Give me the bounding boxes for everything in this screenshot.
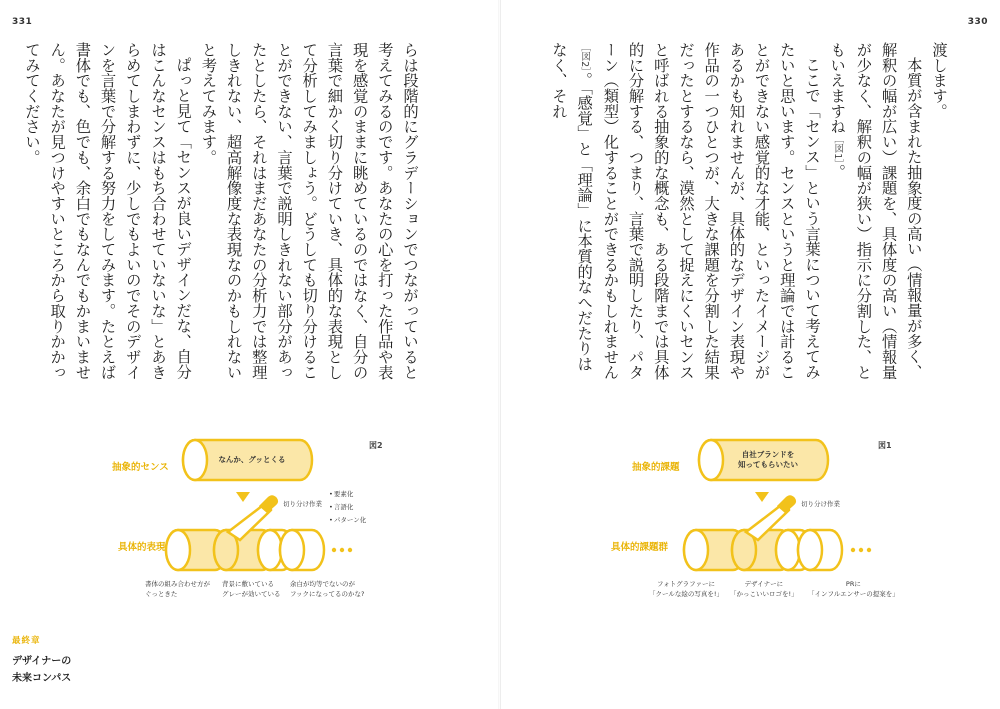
more-dot [332,548,336,552]
caption [808,579,899,599]
top-cylinder-text: なんか、グッとくる [218,455,286,464]
caption [730,579,798,599]
caption-line: グレーが効いている [222,590,281,598]
caption-line: デザイナーに [744,580,784,588]
chapter-marker [12,634,71,687]
more-dot [867,548,871,552]
caption-line: 「インフルエンサーの提案を」 [808,590,899,598]
caption [649,579,723,599]
caption-line: PRに [845,580,861,588]
bottom-category-label: 具体的表現 [118,542,166,553]
top-cylinder-text [723,450,813,470]
bullet-item: • パターン化 [329,514,366,527]
caption-line: 余白が均等でないのが [290,580,355,588]
figure-label: 図1 [878,441,892,450]
chapter-label: 最終章 [12,636,41,646]
cylinder-line: 自社ブランドを [741,450,795,459]
caption [290,579,365,599]
caption-line: 「クールな絵の写真を!」 [649,590,723,598]
text-run: 本質が含まれた抽象度の高い（情報量が多く、解釈の幅が広い）課題を、具体度の高い（情報量が少なく、解釈の幅が狭い）指示に分割した、ともいえますね [828,42,923,380]
figure-1-diagram [501,0,1000,709]
caption [222,579,281,599]
paragraph: ぱっと見て「センスが良いデザインだな、自分はこんなセンスはもち合わせていないな」とあきらめてしまわずに、少しでもよいのでそのデザインを言葉で分解する努力をしてみます。たとえば書体でも、色でも、余白でもなんでもかまいません。あなたが見つけやすいところから取りかかってみてください。 [22,42,193,380]
text-run: ここで「センス」という言葉について考えてみたいと思います。センスというと理論では計ることができない感覚的な才能、といったイメージがあるかも知れませんが、具体的なデザイン表現や作品の一つひとつが、大きな課題を分割した結果だったとするなら、漠然として捉えにくいセンスと呼ばれる抽象的な概念も、ある段階までは具体的に分解する、つまり、言葉で説明したり、パターン（類型）化することができるかもしれません [601,42,821,380]
caption-line: 書体の組み合わせ方が [145,580,210,588]
more-dot [859,548,863,552]
figure-reference: ［図2］ [579,42,591,72]
figure-label: 図2 [369,441,383,450]
text-run: 渡します。 [930,42,948,119]
bullet-item: • 言語化 [329,501,366,514]
bullet-item: • 要素化 [329,488,366,501]
chapter-title: デザイナーの [12,656,72,667]
cut-label: 切り分け作業 [801,500,840,508]
page-number: 331 [12,17,33,27]
top-category-label: 抽象的センス [112,462,169,473]
down-arrow [755,492,769,502]
chapter-title: 未来コンパス [12,673,72,684]
caption-line: ぐっときた [145,590,178,598]
more-dot [348,548,352,552]
text-run: 。 [828,164,847,180]
bullet-list [329,488,366,527]
caption-line: 「かっこいいロゴを!」 [730,590,798,598]
down-arrow [236,492,250,502]
page-number: 330 [967,17,988,27]
figure-reference: ［図1］ [832,134,844,165]
text-run: 。「感覚」と「理論」に本質的なへだたりはなく、それ [549,42,594,372]
more-dot [851,548,855,552]
cylinder-line: 知ってもらいたい [738,460,798,469]
paragraph: らは段階的にグラデーションでつながっていると考えてみるのです。あなたの心を打った作品や表現を感覚のままに眺めているのではなく、自分の言葉で細かく切り分けていき、具体的な表現として分析してみましょう。どうしても切り分けることができない、言葉で説明しきれない部分があったとしたら、それはまだあなたの分析力では整理しきれない、超高解像度な表現なのかもしれないと考えてみます。 [199,42,419,380]
caption-line: フックになってるのかな? [290,590,365,598]
top-cylinder-end [183,440,207,480]
cut-label: 切り分け作業 [283,500,322,508]
caption-line: 背景に敷いている [222,580,274,588]
top-cylinder-end [699,440,723,480]
top-category-label: 抽象的課題 [632,462,680,473]
caption [145,579,210,599]
bottom-category-label: 具体的課題群 [611,542,669,553]
page-330 [500,0,1000,709]
caption-line: フォトグラファーに [657,580,715,588]
more-dot [340,548,344,552]
